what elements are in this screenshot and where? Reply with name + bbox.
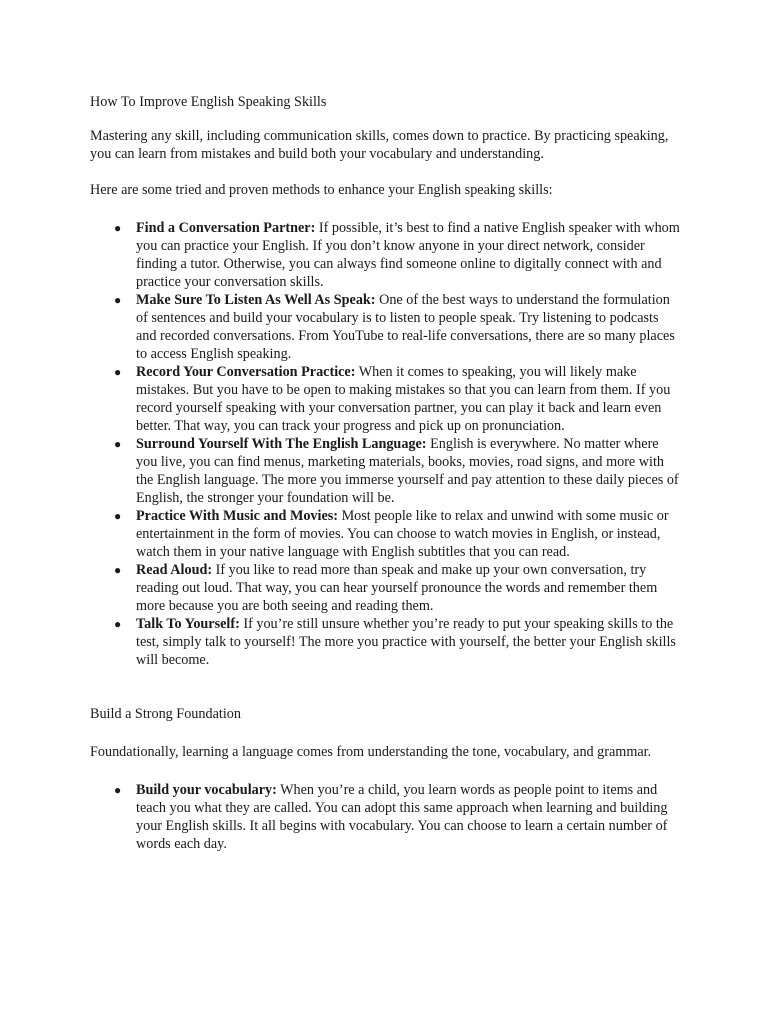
bullet-icon: ● [114,437,122,451]
list-item [90,291,680,363]
bullet-icon: ● [114,221,122,235]
list-item [90,561,680,615]
list-item [90,615,680,669]
list-item [90,363,680,435]
bullet-icon: ● [114,365,122,379]
list-item-text: If you like to read more than speak and make up your own conversation, try reading out loud. That way, you can hear yourself pronounce the words and remember them more because you are both seeing and reading them. [136,562,658,614]
bullet-icon: ● [114,293,122,307]
list-item-label: Practice With Music and Movies: [136,508,339,524]
bullet-icon: ● [114,783,122,797]
list-item-text: If you’re still unsure whether you’re ready to put your speaking skills to the test, simply talk to yourself! The more you practice with yourself, the better your English skills will become. [136,616,676,668]
list-item-label: Talk To Yourself: [136,616,240,632]
foundation-paragraph: Foundationally, learning a language comes from understanding the tone, vocabulary, and grammar. [90,744,652,760]
methods-intro: Here are some tried and proven methods to enhance your English speaking skills: [90,182,553,198]
list-item-text: When it comes to speaking, you will likely make mistakes. But you have to be open to making mistakes so that you can learn from them. If you record yourself speaking with your conversation partner, you can play it back and learn even better. That way, you can track your progress and pick up on pronunciation. [136,364,671,434]
list-item [90,507,680,561]
list-item [90,219,680,291]
list-item-label: Build your vocabulary: [136,782,277,798]
section-spacer [90,669,680,705]
list-item-text: One of the best ways to understand the formulation of sentences and build your vocabulary is to listen to people speak. Try listening to podcasts and recorded conversations. From YouTube to real-life conversations, there are so many places to access English speaking. [136,292,675,362]
intro-paragraph: Mastering any skill, including communication skills, comes down to practice. By practicing speaking, you can learn from mistakes and build both your vocabulary and understanding. [90,128,669,162]
bullet-icon: ● [114,563,122,577]
list-item [90,435,680,507]
list-item-label: Make Sure To Listen As Well As Speak: [136,292,376,308]
section-heading-foundation: Build a Strong Foundation [90,706,241,722]
list-item-text: English is everywhere. No matter where you live, you can find menus, marketing materials, books, movies, road signs, and more with the English language. The more you immerse yourself and pay attention to these daily pieces of English, the stronger your foundation will be. [136,436,679,506]
list-item-label: Surround Yourself With The English Language: [136,436,427,452]
list-item-text: If possible, it’s best to find a native English speaker with whom you can practice your English. If you don’t know anyone in your direct network, consider finding a tutor. Otherwise, you can always find someone online to digitally connect with and practice your conversation skills. [136,220,680,290]
foundation-list [90,781,680,853]
list-item-label: Record Your Conversation Practice: [136,364,356,380]
list-item-text: When you’re a child, you learn words as people point to items and teach you what they are called. You can adopt this same approach when learning and building your English skills. It all begins with vocabulary. You can choose to learn a certain number of words each day. [136,782,668,852]
methods-list [90,219,680,669]
document-page [90,93,680,853]
list-item [90,781,680,853]
list-item-label: Find a Conversation Partner: [136,220,316,236]
list-item-text: Most people like to relax and unwind with some music or entertainment in the form of movies. You can choose to watch movies in English, or instead, watch them in your native language with English subtitles that you can read. [136,508,669,560]
bullet-icon: ● [114,617,122,631]
list-item-label: Read Aloud: [136,562,213,578]
bullet-icon: ● [114,509,122,523]
document-title: How To Improve English Speaking Skills [90,94,327,110]
